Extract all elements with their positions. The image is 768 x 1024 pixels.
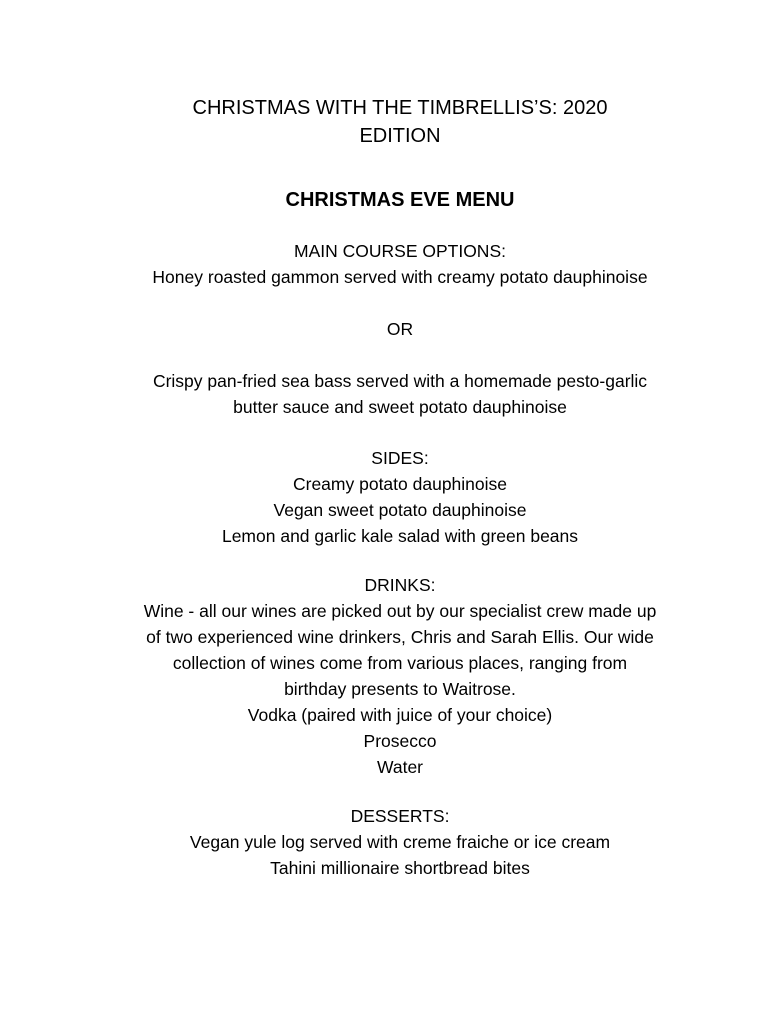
title-line: EDITION xyxy=(359,125,441,147)
wine-line: collection of wines come from various places, ranging from xyxy=(172,653,628,673)
menu-subtitle: CHRISTMAS EVE MENU xyxy=(285,189,515,211)
drinks-heading: DRINKS: xyxy=(364,575,436,595)
list-item: Vodka (paired with juice of your choice) xyxy=(247,705,553,725)
document-title xyxy=(100,94,700,150)
list-item: Creamy potato dauphinoise xyxy=(292,474,508,494)
wine-line: Wine - all our wines are picked out by our specialist crew made up xyxy=(143,601,657,621)
sides-heading: SIDES: xyxy=(371,448,429,468)
main-course-heading: MAIN COURSE OPTIONS: xyxy=(294,241,506,261)
wine-line: of two experienced wine drinkers, Chris and Sarah Ellis. Our wide xyxy=(146,627,654,647)
desserts-heading: DESSERTS: xyxy=(350,806,450,826)
option-separator: OR xyxy=(386,319,414,339)
list-item: Lemon and garlic kale salad with green beans xyxy=(221,526,579,546)
list-item: Vegan yule log served with creme fraiche or ice cream xyxy=(189,832,611,852)
sides-section xyxy=(100,445,700,549)
option-line: Crispy pan-fried sea bass served with a homemade pesto-garlic xyxy=(152,371,648,391)
list-item: Vegan sweet potato dauphinoise xyxy=(273,500,527,520)
drinks-section xyxy=(100,572,700,780)
main-course-section xyxy=(100,238,700,290)
wine-line: birthday presents to Waitrose. xyxy=(284,679,516,699)
title-line: CHRISTMAS WITH THE TIMBRELLIS’S: 2020 xyxy=(192,97,608,119)
desserts-section xyxy=(100,803,700,881)
main-course-option: Honey roasted gammon served with creamy potato dauphinoise xyxy=(152,267,648,287)
list-item: Prosecco xyxy=(363,731,437,751)
main-course-option-2 xyxy=(100,368,700,420)
list-item: Tahini millionaire shortbread bites xyxy=(270,858,530,878)
option-line: butter sauce and sweet potato dauphinoise xyxy=(233,397,567,417)
list-item: Water xyxy=(376,757,424,777)
